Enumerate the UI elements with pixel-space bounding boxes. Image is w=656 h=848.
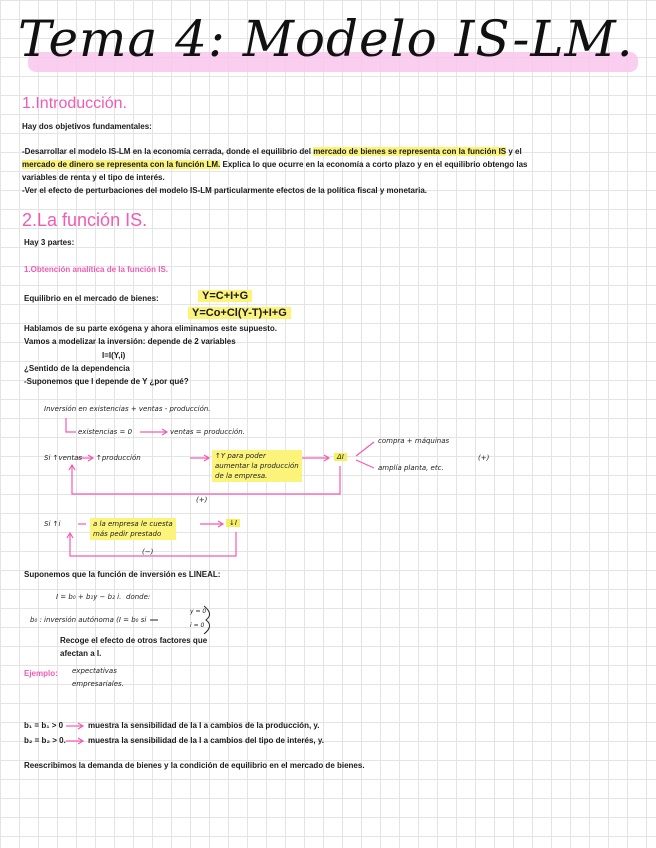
section2-parts: Hay 3 partes: (24, 238, 75, 247)
diagram-plus-far: (+) (478, 454, 490, 462)
linear-recoge2: afectan a I. (60, 649, 102, 658)
linear-text: Suponemos que la función de inversión es LINEAL: (24, 570, 221, 579)
paragraph-1: Hablamos de su parte exógena y ahora eliminamos este supuesto. (24, 324, 277, 333)
section1-heading: 1.Introducción. (22, 95, 127, 112)
linear-recoge1: Recoge el efecto de otros factores que (60, 636, 208, 645)
linear-y-zero: y = 0 (190, 608, 207, 615)
diagram-delta-i2: ↓I (226, 519, 240, 527)
b1-text: muestra la sensibilidad de la I a cambios de la producción, y. (88, 721, 320, 730)
diagram-line2a: existencias = 0 (78, 428, 133, 436)
linear-equation: I = b₀ + b₁y − b₂ i. (56, 593, 122, 601)
linear-b0: b₀ : inversión autónoma (I = b₀ si (30, 616, 147, 624)
diagram-box2: a la empresa le cuesta más pedir prestado (90, 518, 176, 540)
diagram-box1: ↑Y para poder aumentar la producción de la empresa. (212, 450, 302, 482)
objective1-line3: variables de renta y el tipo de interés. (22, 173, 165, 182)
example-label: Ejemplo: (24, 669, 58, 678)
equation-1: Y=C+I+G (198, 290, 252, 302)
diagram-out2: amplía planta, etc. (378, 464, 444, 472)
objective2: -Ver el efecto de perturbaciones del modelo IS-LM particularmente efectos de la política fiscal y monetaria. (22, 186, 428, 195)
diagram-delta-i: ΔI (334, 453, 347, 461)
diagram-produccion: ↑producción (96, 454, 141, 462)
objective1-line2: mercado de dinero se representa con la función LM. Explica lo que ocurre en la economía a corto plazo y en el equilibrio obtengo las (22, 160, 528, 169)
section2-sub1: 1.Obtención analítica de la función IS. (24, 265, 169, 274)
b2-text: muestra la sensibilidad de la I a cambios del tipo de interés, y. (88, 736, 324, 745)
b2-label: b₂ = b₂ > 0. (24, 736, 66, 745)
diagram-si-i: Si ↑i (44, 520, 61, 528)
linear-donde: donde: (126, 593, 151, 601)
equilibrium-label: Equilibrio en el mercado de bienes: (24, 294, 159, 303)
example-line1: expectativas (72, 667, 117, 675)
objective1-line1: -Desarrollar el modelo IS-LM en la economía cerrada, donde el equilibrio del mercado de bienes se representa con la función IS y el (22, 147, 522, 156)
section1-subtitle: Hay dos objetivos fundamentales: (22, 122, 152, 131)
diagram-line1: Inversión en existencias + ventas - producción. (44, 405, 211, 413)
final-sentence: Reescribimos la demanda de bienes y la condición de equilibrio en el mercado de bienes. (24, 761, 365, 770)
paragraph-5: -Suponemos que I depende de Y ¿por qué? (24, 377, 189, 386)
diagram-out1: compra + máquinas (378, 437, 450, 445)
paragraph-4: ¿Sentido de la dependencia (24, 364, 130, 373)
section2-heading: 2.La función IS. (22, 210, 148, 230)
diagram-minus: (−) (142, 548, 154, 556)
paragraph-2: Vamos a modelizar la inversión: depende de 2 variables (24, 337, 236, 346)
equation-2: Y=Co+Cl(Y-T)+I+G (188, 307, 291, 319)
b1-label: b₁ = b₁ > 0 (24, 721, 64, 730)
diagram-si-ventas: Si ↑ventas (44, 454, 83, 462)
linear-i-zero: i = 0 (190, 622, 205, 629)
example-line2: empresariales. (72, 680, 124, 688)
diagram-plus: (+) (196, 496, 208, 504)
paragraph-3: I=I(Y,i) (102, 351, 126, 360)
diagram-line2b: ventas = producción. (170, 428, 245, 436)
page-title: Tema 4: Modelo IS-LM. (18, 10, 634, 68)
